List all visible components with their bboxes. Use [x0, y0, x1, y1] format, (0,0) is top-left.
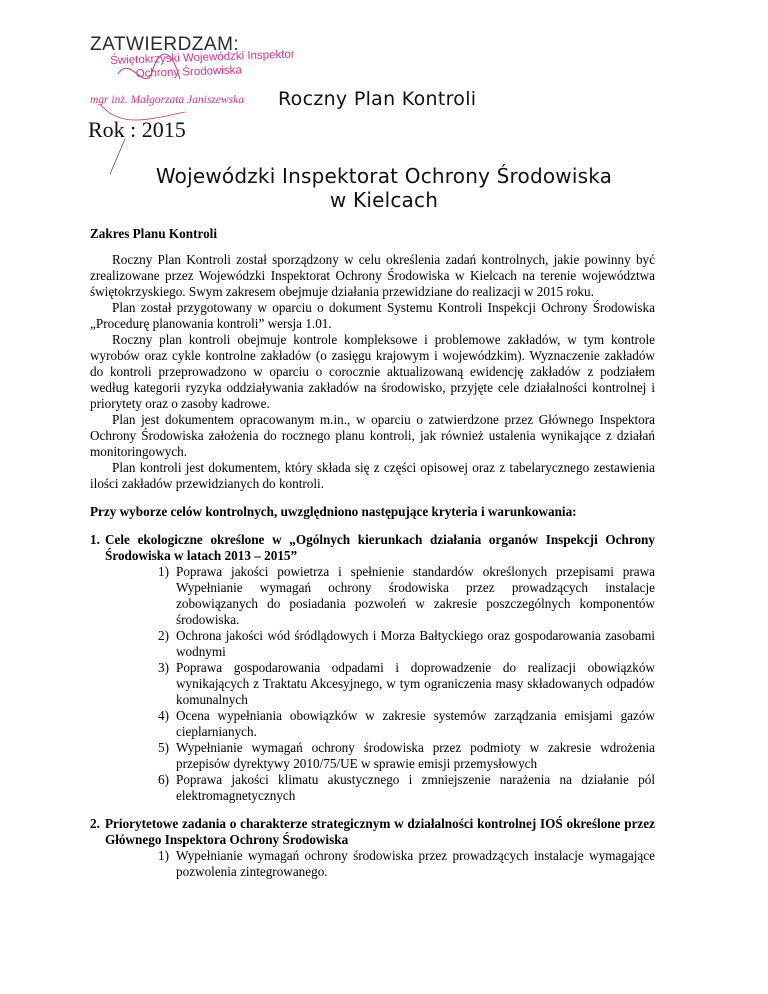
list-item [90, 708, 655, 740]
criteria-section-title [90, 532, 655, 564]
criteria-section [90, 532, 655, 804]
criteria-sub-list [90, 564, 655, 804]
list-item-text: Ochrona jakości wód śródlądowych i Morza Bałtyckiego oraz gospodarowania zasobami wodnymi [176, 628, 655, 659]
list-item-number: 1) [158, 564, 169, 579]
institution-name-line1: Wojewódzki Inspektorat Ochrony Środowiska [155, 164, 613, 188]
document-body [90, 226, 655, 892]
stamp-line1: Świętokrzyski Wojewódzki Inspektor [110, 48, 295, 67]
scope-paragraph: Plan jest dokumentem opracowanym m.in., w oparciu o zatwierdzone przez Głównego Inspektora Ochrony Środowiska założenia do rocznego planu kontroli, jak również ustalenia wynikające z działań monitoringowych. [90, 412, 655, 459]
scope-paragraph: Roczny Plan Kontroli został sporządzony w celu określenia zadań kontrolnych, jakie powinny być zrealizowane przez Wojewódzki Inspektorat Ochrony Środowiska w Kielcach na terenie województwa świętokrzyskiego. Swym zakresem obejmuje działania przewidziane do realizacji w 2015 roku. [90, 252, 655, 299]
list-item-text: Poprawa jakości powietrza i spełnienie standardów określonych przepisami prawa Wypełnianie wymagań ochrony środowiska przez prowadzących instalacje zobowiązanych do posiadania pozwoleń w zakresie poszczególnych komponentów środowiska. [176, 564, 655, 627]
list-item-number: 2) [158, 628, 169, 643]
approval-label: ZATWIERDZAM: [90, 34, 240, 55]
list-item [90, 740, 655, 772]
list-item [90, 564, 655, 628]
criteria-section [90, 816, 655, 880]
scope-paragraph: Roczny plan kontroli obejmuje kontrole kompleksowe i problemowe zakładów, w tym kontrole wyrobów oraz cykle kontrolne zakładów (o zasięgu krajowym i wojewódzkim). Wyznaczenie zakładów do kontroli przeprowadzono w oparciu o corocznie aktualizowaną ewidencję zakładów z podziałem według kategorii ryzyka oddziaływania zakładów na środowisko, przyjęte cele działalności kontrolnej i priorytety oraz o zasoby kadrowe. [90, 332, 655, 411]
list-item-text: Poprawa gospodarowania odpadami i doprowadzenie do realizacji obowiązków wynikających z Traktatu Akcesyjnego, w tym ograniczenia masy składowanych odpadów komunalnych [176, 660, 655, 707]
institution-name-line2: w Kielcach [329, 188, 439, 212]
criteria-list [90, 532, 655, 880]
list-item-text: Wypełnianie wymagań ochrony środowiska przez podmioty w zakresie wdrożenia przepisów dyrektywy 2010/75/UE w sprawie emisji przemysłowych [176, 740, 655, 771]
criteria-sub-list [90, 848, 655, 880]
scope-paragraph: Plan kontroli jest dokumentem, który składa się z części opisowej oraz z tabelarycznego zestawienia ilości zakładów przewidzianych do kontroli. [90, 460, 655, 491]
list-item-number: 3) [158, 660, 169, 675]
list-item-text: Ocena wypełniania obowiązków w zakresie systemów zarządzania emisjami gazów cieplarnianych. [176, 708, 655, 739]
list-item [90, 772, 655, 804]
list-item-text: Poprawa jakości klimatu akustycznego i zmniejszenie narażenia na działanie pól elektromagnetycznych [176, 772, 655, 803]
year-label: Rok : 2015 [88, 117, 186, 142]
list-item-number: 6) [158, 772, 169, 787]
list-item-number: 1) [158, 848, 169, 863]
section-title-text: Priorytetowe zadania o charakterze strategicznym w działalności kontrolnej IOŚ określone przez Głównego Inspektora Ochrony Środowiska [105, 816, 655, 847]
list-item-number: 4) [158, 708, 169, 723]
criteria-heading: Przy wyborze celów kontrolnych, uwzględniono następujące kryteria i warunkowania: [90, 504, 577, 519]
list-item [90, 848, 655, 880]
list-item [90, 628, 655, 660]
list-item-text: Wypełnianie wymagań ochrony środowiska przez prowadzących instalacje wymagające pozwolenia zintegrowanego. [176, 848, 655, 879]
list-item [90, 660, 655, 708]
plan-title: Roczny Plan Kontroli [278, 88, 477, 110]
scope-heading: Zakres Planu Kontroli [90, 226, 218, 241]
criteria-section-title [90, 816, 655, 848]
section-number: 1. [90, 532, 100, 547]
scope-paragraph: Plan został przygotowany w oparciu o dokument Systemu Kontroli Inspekcji Ochrony Środowiska „Procedurę planowania kontroli” wersja 1.01. [90, 300, 655, 331]
section-title-text: Cele ekologiczne określone w „Ogólnych kierunkach działania organów Inspekcji Ochrony Środowiska w latach 2013 – 2015” [105, 532, 655, 563]
signatory-name: mgr inż. Małgorzata Janiszewska [90, 94, 244, 106]
stamp-line2: Ochrony Środowiska [135, 64, 242, 81]
list-item-number: 5) [158, 740, 169, 755]
section-number: 2. [90, 816, 100, 831]
